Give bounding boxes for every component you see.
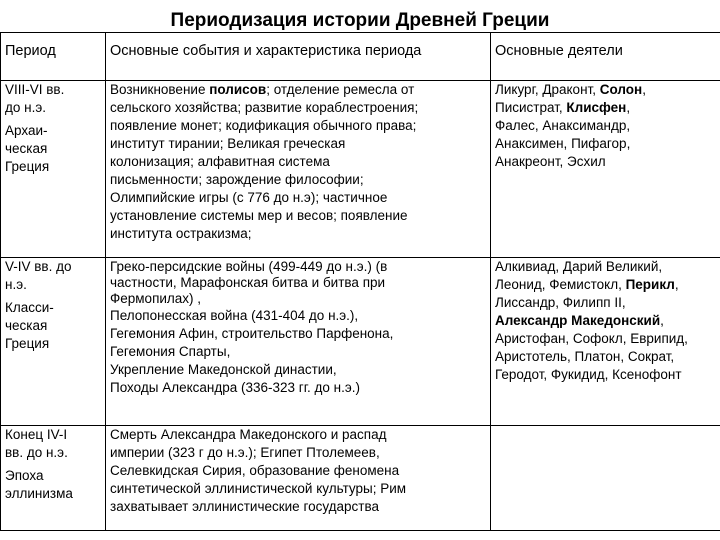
table-header-row bbox=[1, 33, 720, 81]
event-line: Греко-персидские войны (499-449 до н.э.) (в bbox=[110, 259, 388, 274]
event-line: империи (323 г до н.э.); Египет Птолемеев, bbox=[110, 445, 380, 460]
figures-cell bbox=[491, 258, 720, 426]
events-cell bbox=[106, 258, 491, 426]
event-line: синтетической эллинистической культуры; Рим bbox=[110, 481, 407, 496]
event-line: частности, Марафонская битва и битва при bbox=[110, 276, 386, 290]
period-text: н.э. bbox=[5, 277, 27, 292]
event-line: сельского хозяйства; развитие кораблестроения; bbox=[110, 100, 419, 115]
period-text: вв. до н.э. bbox=[5, 445, 68, 460]
figure-line: Лиссандр, Филипп II, bbox=[495, 295, 626, 310]
event-line: Селевкидская Сирия, образование феномена bbox=[110, 463, 400, 478]
event-line: института остракизма; bbox=[110, 226, 252, 241]
event-line: Походы Александра (336-323 гг. до н.э.) bbox=[110, 380, 360, 395]
table-row bbox=[1, 426, 720, 531]
figure-line: Алкивиад, Дарий Великий, bbox=[495, 259, 663, 274]
period-text: V-IV вв. до bbox=[5, 259, 72, 274]
period-cell bbox=[1, 426, 106, 531]
table-row bbox=[1, 81, 720, 258]
figure-line: Геродот, Фукидид, Ксенофонт bbox=[495, 367, 682, 382]
figure-line: Леонид, Фемистокл, Перикл, bbox=[495, 277, 679, 292]
header-events: Основные события и характеристика периода bbox=[106, 33, 491, 81]
event-line: Смерть Александра Македонского и распад bbox=[110, 427, 387, 442]
period-text: эллинизма bbox=[5, 486, 73, 501]
event-line: Гегемония Спарты, bbox=[110, 344, 231, 359]
period-text: VIII-VI вв. bbox=[5, 82, 65, 97]
header-figures: Основные деятели bbox=[491, 33, 720, 81]
period-cell bbox=[1, 81, 106, 258]
figures-cell bbox=[491, 81, 720, 258]
event-line: Пелопонесская война (431-404 до н.э.), bbox=[110, 308, 359, 323]
events-cell bbox=[106, 81, 491, 258]
period-text: Греция bbox=[5, 336, 50, 351]
figures-cell-empty bbox=[491, 426, 720, 531]
period-cell bbox=[1, 258, 106, 426]
figure-line: Аристотель, Платон, Сократ, bbox=[495, 349, 675, 364]
event-line: институт тирании; Великая греческая bbox=[110, 136, 346, 151]
events-cell bbox=[106, 426, 491, 531]
period-text: ческая bbox=[5, 141, 48, 156]
event-line: Фермопилах) , bbox=[110, 291, 202, 306]
figure-line: Александр Македонский, bbox=[495, 313, 664, 328]
period-text: Конец IV-I bbox=[5, 427, 68, 442]
figure-line: Писистрат, Клисфен, bbox=[495, 100, 631, 115]
figure-line: Анаксимен, Пифагор, bbox=[495, 136, 631, 151]
event-line: письменности; зарождение философии; bbox=[110, 172, 364, 187]
page-title: Периодизация истории Древней Греции bbox=[170, 10, 550, 31]
history-table bbox=[0, 32, 720, 531]
table-row bbox=[1, 258, 720, 426]
period-text: Эпоха bbox=[5, 468, 44, 483]
period-text: Класси- bbox=[5, 300, 54, 315]
event-line: Гегемония Афин, строительство Парфенона, bbox=[110, 326, 394, 341]
figure-line: Анакреонт, Эсхил bbox=[495, 154, 606, 169]
figure-line: Ликург, Драконт, Солон, bbox=[495, 82, 646, 97]
figure-line: Аристофан, Софокл, Еврипид, bbox=[495, 331, 688, 346]
figure-line: Фалес, Анаксимандр, bbox=[495, 118, 631, 133]
event-line: колонизация; алфавитная система bbox=[110, 154, 330, 169]
event-line: установление системы мер и весов; появление bbox=[110, 208, 408, 223]
period-text: ческая bbox=[5, 318, 48, 333]
event-line: Олимпийские игры (с 776 до н.э); частичное bbox=[110, 190, 388, 205]
event-line: захватывает эллинистические государства bbox=[110, 499, 379, 514]
header-period: Период bbox=[1, 33, 106, 81]
period-text: Архаи- bbox=[5, 123, 48, 138]
event-line: Возникновение полисов; отделение ремесла от bbox=[110, 82, 415, 97]
period-text: до н.э. bbox=[5, 100, 46, 115]
event-line: Укрепление Македонской династии, bbox=[110, 362, 337, 377]
event-line: появление монет; кодификация обычного права; bbox=[110, 118, 417, 133]
period-text: Греция bbox=[5, 159, 50, 174]
